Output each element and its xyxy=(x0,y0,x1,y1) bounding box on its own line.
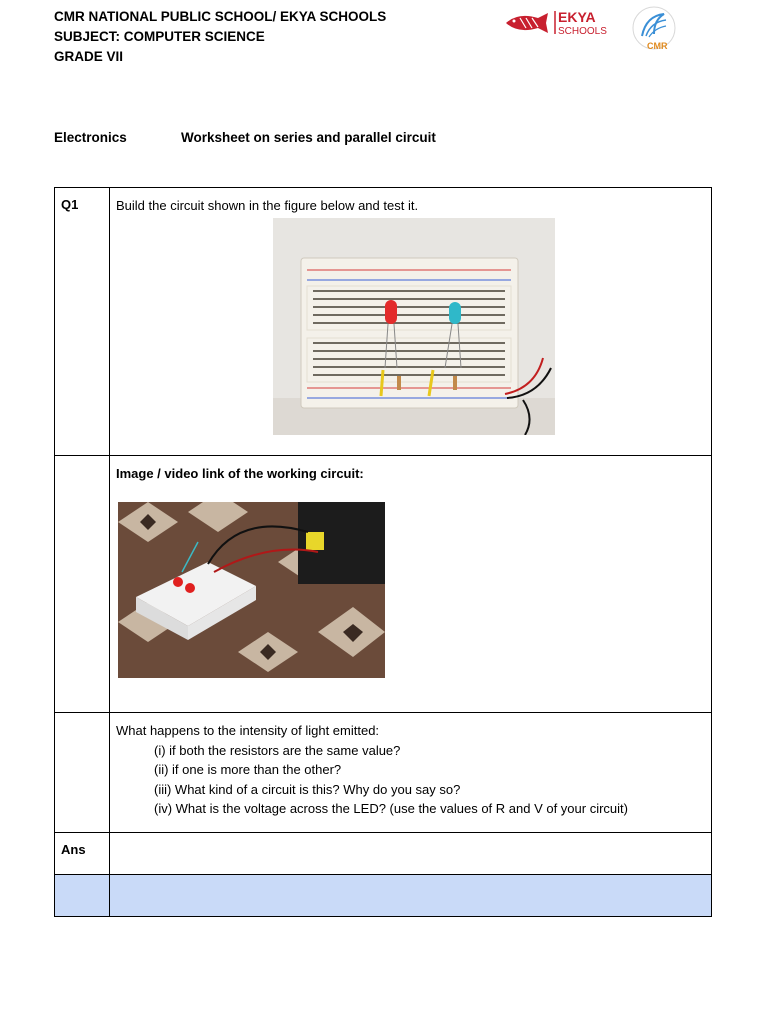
worksheet-table xyxy=(54,187,712,917)
link-heading: Image / video link of the working circuit: xyxy=(116,466,364,481)
empty-number-cell xyxy=(55,456,110,713)
worksheet-title: Worksheet on series and parallel circuit xyxy=(181,130,436,145)
school-name: CMR NATIONAL PUBLIC SCHOOL/ EKYA SCHOOLS xyxy=(54,9,387,24)
sub-questions-row xyxy=(55,713,712,833)
grade-line: GRADE VII xyxy=(54,49,124,64)
answer-row xyxy=(55,833,712,875)
question-text: Build the circuit shown in the figure below and test it. xyxy=(116,198,419,213)
answer-label: Ans xyxy=(55,833,110,875)
sub-question: (iv) What is the voltage across the LED? (use the values of R and V of your circuit) xyxy=(154,801,628,816)
blank-number-cell xyxy=(55,875,110,917)
ekya-logo-subtext: SCHOOLS xyxy=(558,26,607,37)
subject-line: SUBJECT: COMPUTER SCIENCE xyxy=(54,29,265,44)
sub-question: (iii) What kind of a circuit is this? Why do you say so? xyxy=(154,781,461,797)
ekya-fish-icon xyxy=(506,13,548,33)
empty-number-cell xyxy=(55,713,110,833)
topic-line xyxy=(54,130,436,145)
answer-field[interactable] xyxy=(110,833,712,875)
link-row xyxy=(55,456,712,713)
breadboard-circuit-image xyxy=(273,218,555,435)
question-number: Q1 xyxy=(55,188,110,456)
sub-question: (ii) if one is more than the other? xyxy=(154,762,342,777)
question-row xyxy=(55,188,712,456)
blank-row xyxy=(55,875,712,917)
document-header xyxy=(54,7,386,67)
link-cell xyxy=(110,456,712,713)
blank-cell xyxy=(110,875,712,917)
question-lead: What happens to the intensity of light emitted: xyxy=(116,723,380,738)
topic-label: Electronics xyxy=(54,130,127,145)
question-cell xyxy=(110,188,712,456)
ekya-logo-text: EKYA xyxy=(558,9,596,25)
cmr-logo-text: CMR xyxy=(647,41,668,51)
sub-question: (i) if both the resistors are the same value? xyxy=(154,742,401,758)
working-circuit-photo xyxy=(118,502,385,678)
school-logos xyxy=(504,6,680,56)
sub-questions-cell xyxy=(110,713,712,833)
